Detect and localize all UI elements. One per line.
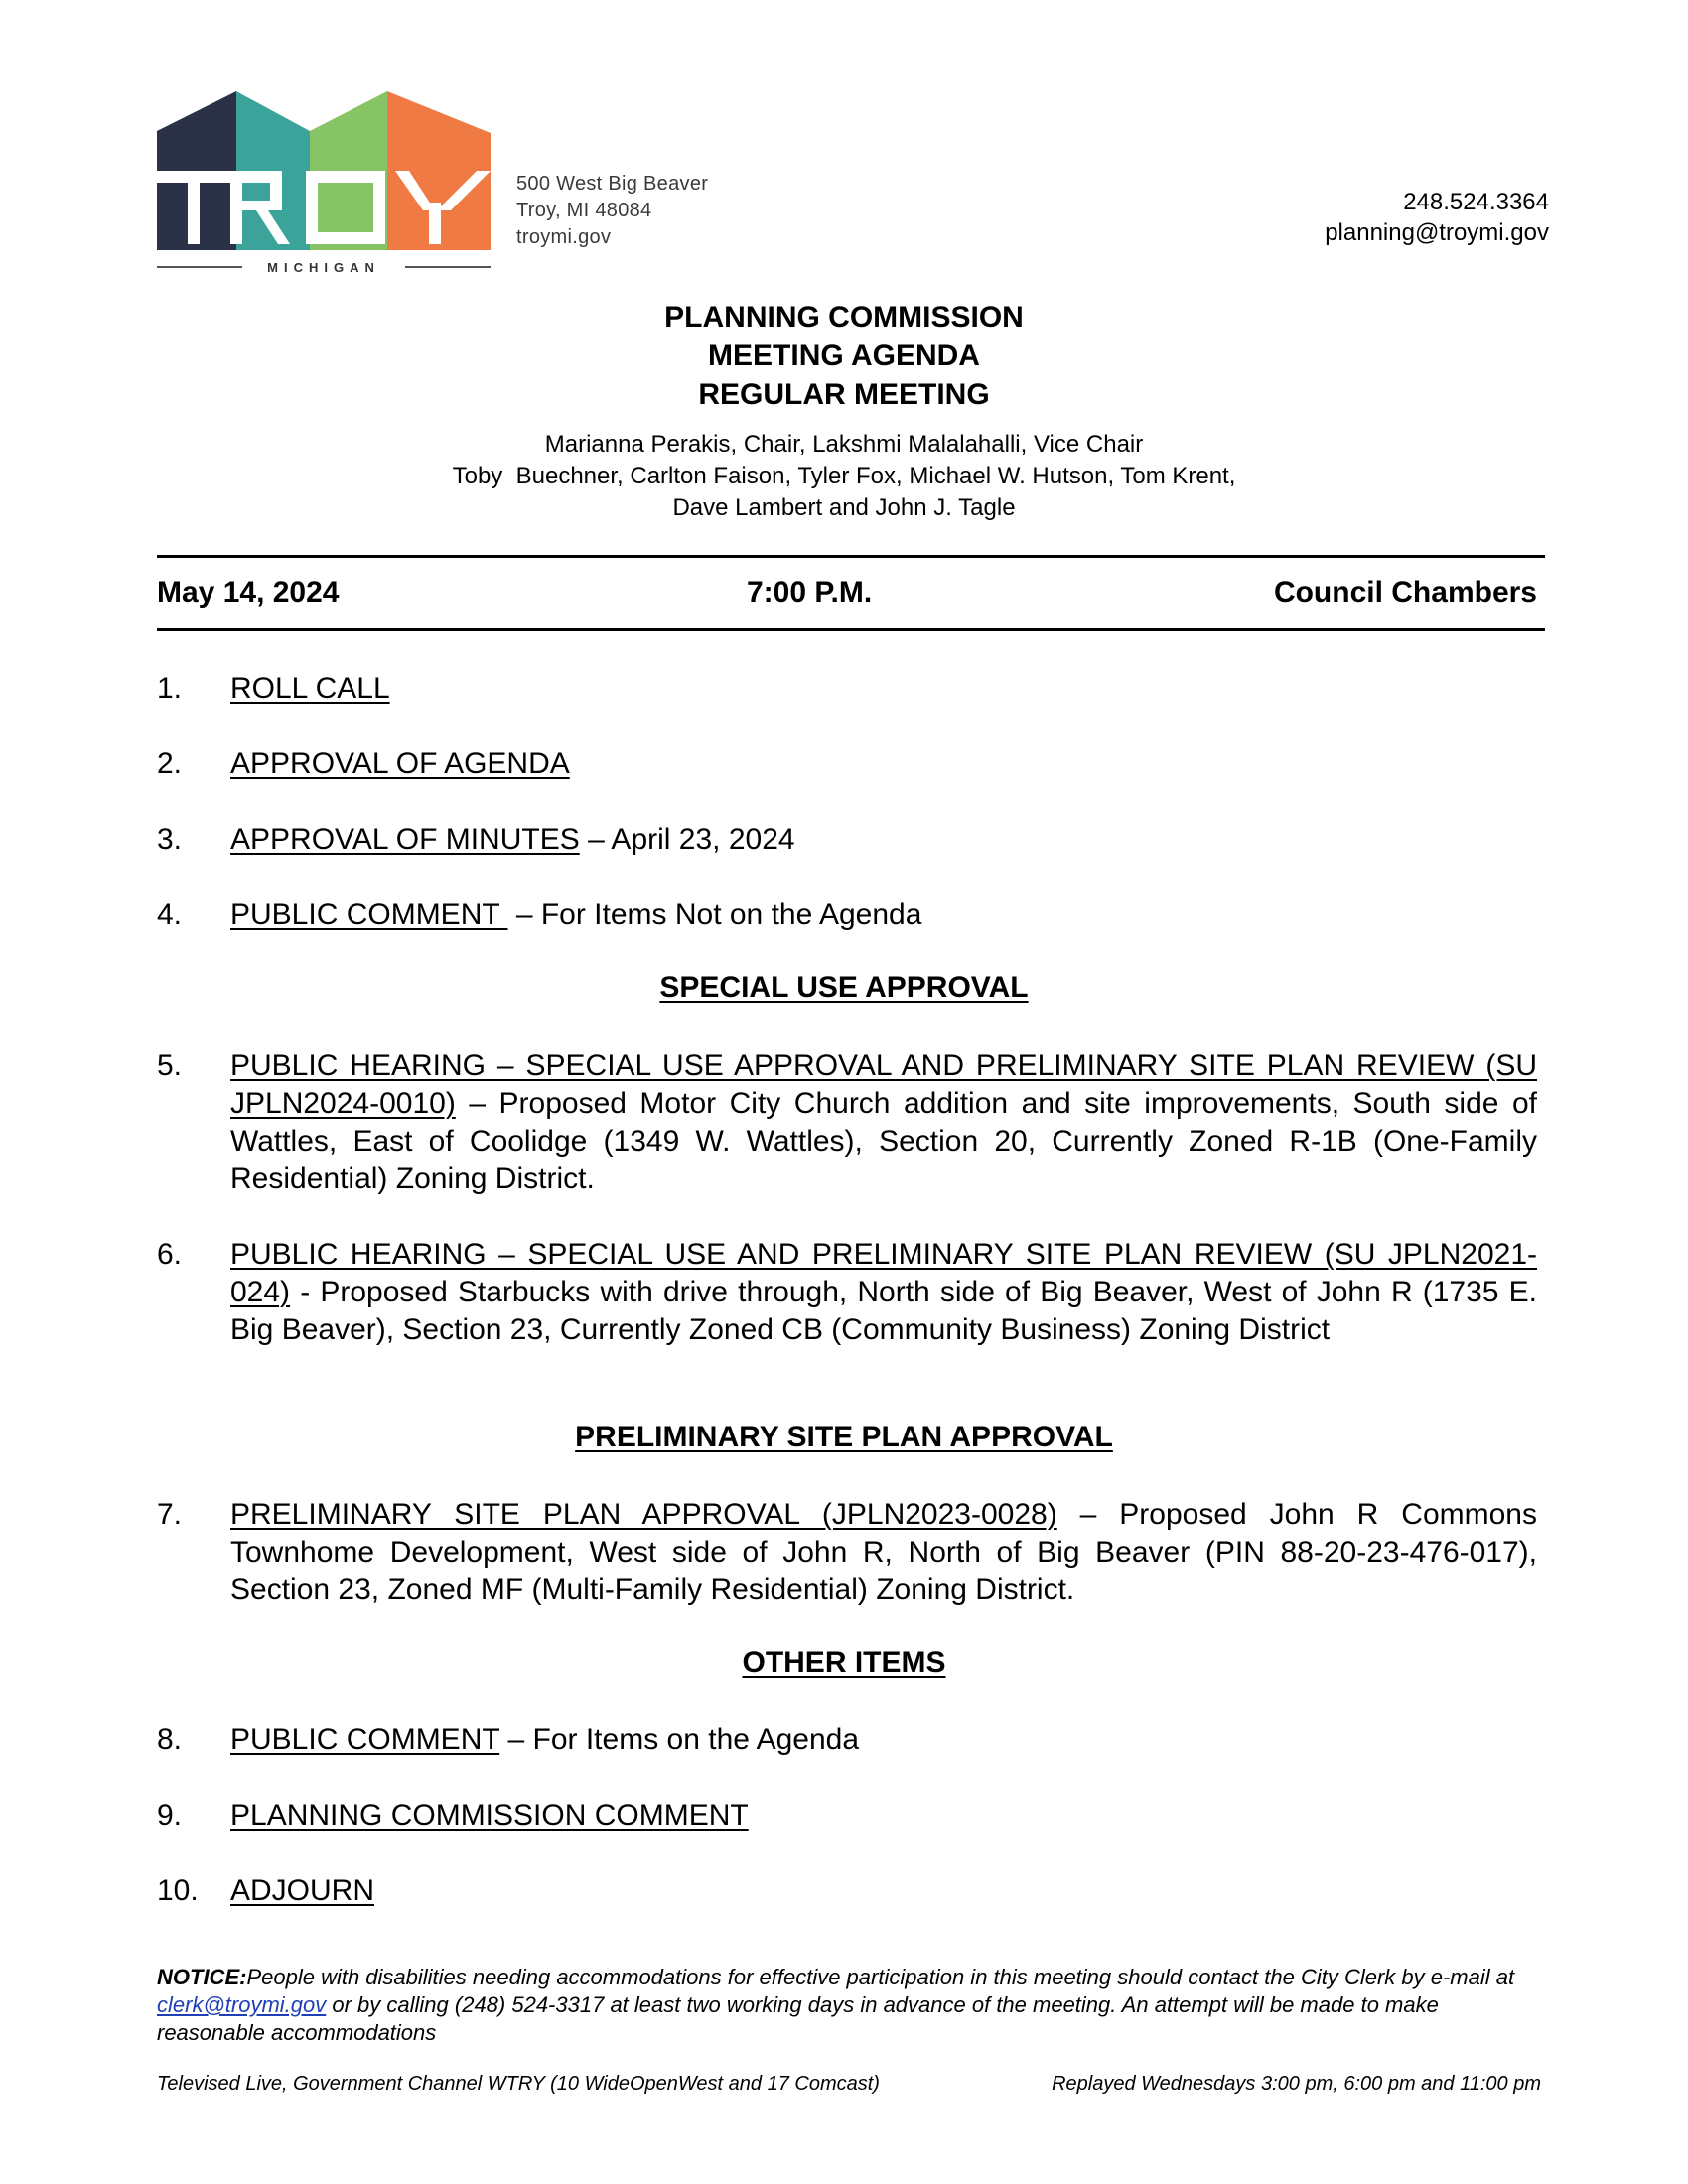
item-number: 7. xyxy=(157,1498,183,1531)
section-heading: OTHER ITEMS xyxy=(742,1646,946,1679)
item-detail: – For Items on the Agenda xyxy=(499,1723,860,1756)
item-number: 4. xyxy=(157,898,183,931)
item-detail: – For Items Not on the Agenda xyxy=(507,898,922,931)
meeting-info xyxy=(157,576,1537,615)
address-line: Troy, MI 48084 xyxy=(516,200,652,221)
meeting-date: May 14, 2024 xyxy=(157,576,340,609)
item-title: PUBLIC HEARING – SPECIAL USE AND PRELIMINARY SITE PLAN REVIEW (SU JPLN2021-024) xyxy=(230,1238,1537,1308)
item-detail: – Proposed John R Commons Townhome Development, West side of John R, North of Big Beaver (PIN 88-20-23-476-017), Section 23, Zoned MF (Multi-Family Residential) Zoning District. xyxy=(230,1498,1537,1606)
meeting-location: Council Chambers xyxy=(1273,576,1537,609)
item-number: 1. xyxy=(157,672,183,705)
item-detail: – Proposed Motor City Church addition and site improvements, South side of Wattles, East of Coolidge (1349 W. Wattles), Section 20, Currently Zoned R-1B (One-Family Residential) Zoning District. xyxy=(230,1087,1537,1195)
title-line: PLANNING COMMISSION xyxy=(664,301,1024,334)
phone-text: 248.524.3364 xyxy=(1403,189,1549,215)
members-line: Dave Lambert and John J. Tagle xyxy=(672,494,1016,521)
item-detail: - Proposed Starbucks with drive through, North side of Big Beaver, West of John R (1735 E. Big Beaver), Section 23, Currently Zoned CB (Community Business) Zoning District xyxy=(230,1276,1537,1346)
item-title: PRELIMINARY SITE PLAN APPROVAL (JPLN2023-0028) xyxy=(230,1498,1057,1531)
address-line: 500 West Big Beaver xyxy=(516,173,709,195)
divider-top xyxy=(157,555,1545,558)
item-detail: – April 23, 2024 xyxy=(579,823,795,856)
item-title: ROLL CALL xyxy=(230,672,390,705)
item-title: PUBLIC COMMENT xyxy=(230,1723,500,1756)
email-text: planning@troymi.gov xyxy=(1325,219,1549,246)
divider-bottom xyxy=(157,628,1545,631)
notice-text: or by calling (248) 524-3317 at least two working days in advance of the meeting. An attempt will be made to make reasonable accommodations xyxy=(157,1992,1439,2045)
item-number: 3. xyxy=(157,823,183,856)
accessibility-notice xyxy=(157,1964,1547,2047)
agenda-titles xyxy=(0,298,1688,414)
item-title: PUBLIC COMMENT xyxy=(230,898,508,931)
commission-members xyxy=(0,429,1688,524)
section-heading: PRELIMINARY SITE PLAN APPROVAL xyxy=(575,1421,1113,1453)
members-line: Marianna Perakis, Chair, Lakshmi Malalahalli, Vice Chair xyxy=(544,431,1144,458)
title-line: MEETING AGENDA xyxy=(708,340,980,372)
logo-subtext: MICHIGAN xyxy=(267,260,380,272)
address-block xyxy=(516,171,708,251)
replay-info: Replayed Wednesdays 3:00 pm, 6:00 pm and 11:00 pm xyxy=(1052,2073,1541,2095)
title-line: REGULAR MEETING xyxy=(698,378,990,411)
televised-info: Televised Live, Government Channel WTRY (10 WideOpenWest and 17 Comcast) xyxy=(157,2073,880,2095)
contact-block xyxy=(1325,187,1549,248)
meeting-time: 7:00 P.M. xyxy=(747,576,873,609)
item-number: 2. xyxy=(157,748,183,780)
item-number: 8. xyxy=(157,1723,183,1756)
item-number: 9. xyxy=(157,1799,183,1832)
clerk-email-link[interactable]: clerk@troymi.gov xyxy=(157,1992,327,2017)
item-number: 10. xyxy=(157,1874,199,1907)
item-title: APPROVAL OF MINUTES xyxy=(230,823,580,856)
website-text: troymi.gov xyxy=(516,226,612,248)
item-title: APPROVAL OF AGENDA xyxy=(230,748,570,780)
notice-text: People with disabilities needing accommodations for effective participation in this meeting should contact the City Clerk by e-mail at xyxy=(246,1965,1515,1989)
troy-logo xyxy=(157,91,491,272)
item-number: 5. xyxy=(157,1049,183,1082)
item-number: 6. xyxy=(157,1238,183,1271)
item-title: PLANNING COMMISSION COMMENT xyxy=(230,1799,749,1832)
item-title: PUBLIC HEARING – SPECIAL USE APPROVAL AND PRELIMINARY SITE PLAN REVIEW (SU JPLN2024-0010) xyxy=(230,1049,1537,1120)
members-line: Toby Buechner, Carlton Faison, Tyler Fox, Michael W. Hutson, Tom Krent, xyxy=(452,463,1236,489)
section-heading: SPECIAL USE APPROVAL xyxy=(659,971,1029,1004)
notice-label: NOTICE: xyxy=(157,1965,247,1989)
item-title: ADJOURN xyxy=(230,1874,375,1907)
